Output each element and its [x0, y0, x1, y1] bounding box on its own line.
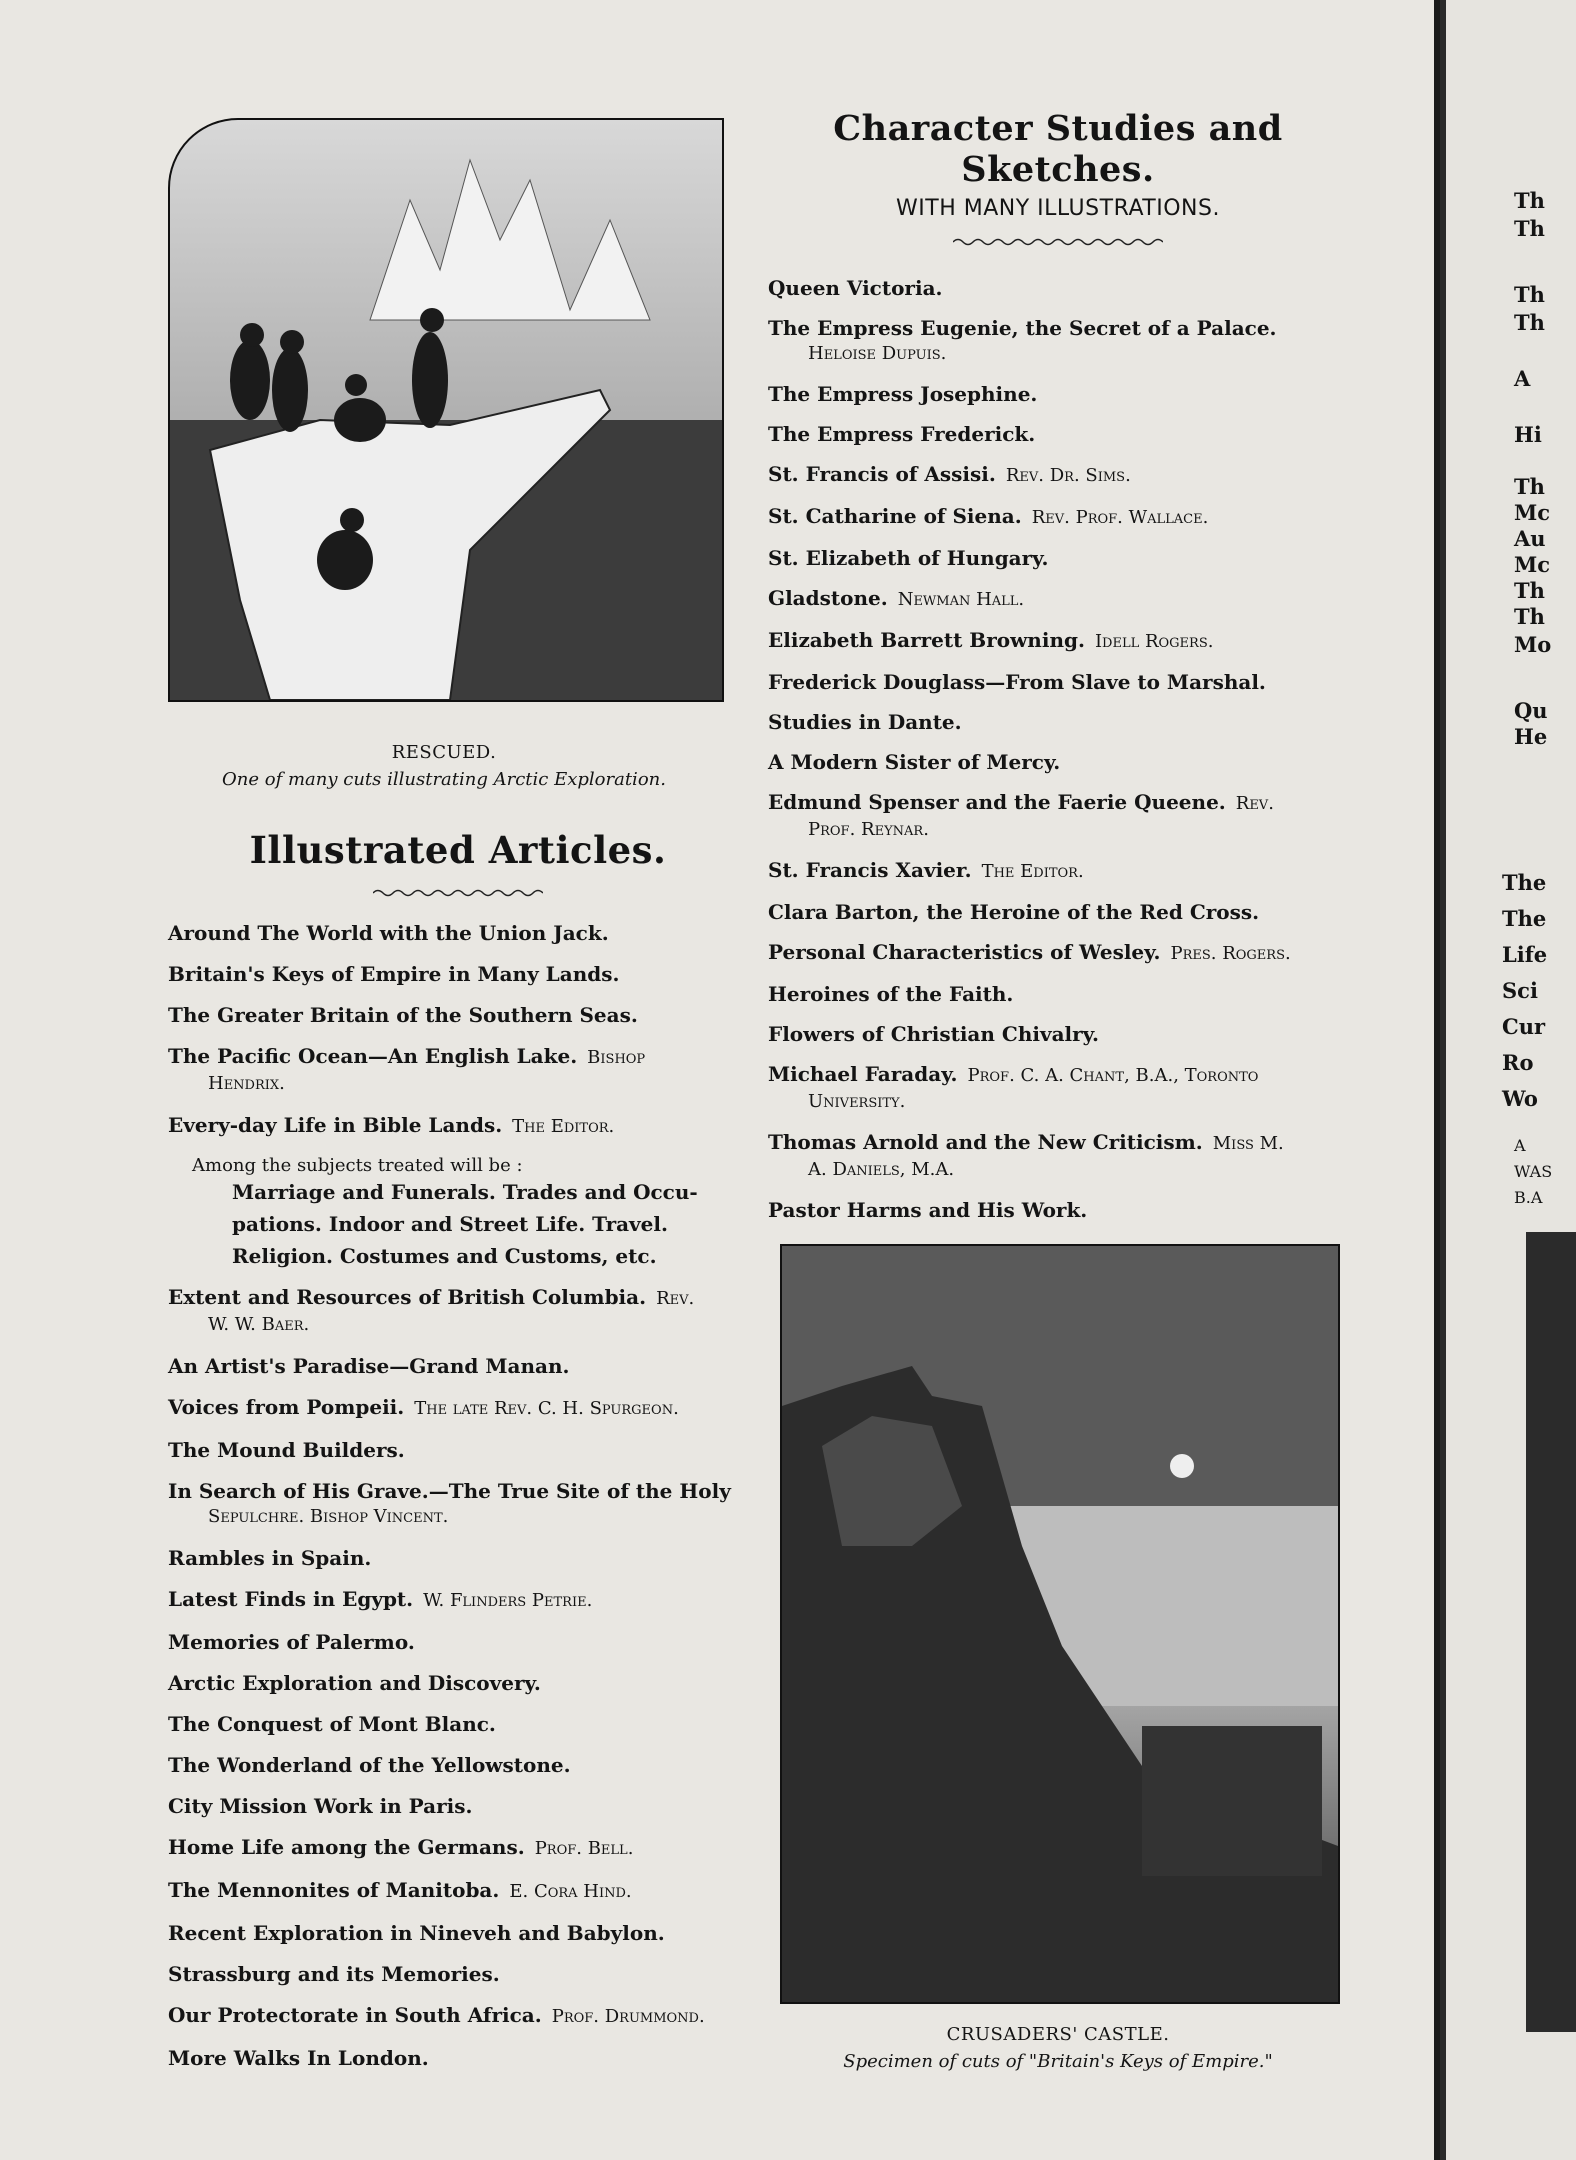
article-title: The Wonderland of the Yellowstone. — [168, 1753, 571, 1777]
article-title: Home Life among the Germans. — [168, 1835, 525, 1859]
adjacent-page-text: The — [1502, 870, 1547, 895]
adjacent-page-text: The — [1502, 906, 1547, 931]
article-title: Clara Barton, the Heroine of the Red Cross. — [768, 900, 1260, 924]
article-title: Extent and Resources of British Columbia. — [168, 1285, 647, 1309]
adjacent-page-text: A — [1514, 1136, 1526, 1155]
list-item — [768, 857, 1348, 885]
subject-line: Marriage and Funerals. Trades and Occu- — [232, 1180, 698, 1204]
article-author: Prof. Bell. — [534, 1838, 634, 1859]
squiggle-divider-right — [953, 237, 1163, 247]
article-title: The Mound Builders. — [168, 1438, 405, 1462]
article-author: Prof. C. A. Chant, B.A., Toronto — [967, 1065, 1259, 1086]
article-title: Gladstone. — [768, 586, 888, 610]
adjacent-page-text: Cur — [1502, 1014, 1546, 1039]
article-title: The Empress Eugenie, the Secret of a Palace. — [768, 316, 1277, 340]
character-studies-list — [768, 275, 1348, 1223]
article-author: Idell Rogers. — [1094, 631, 1214, 652]
list-item — [768, 749, 1348, 775]
list-item — [168, 1629, 748, 1655]
article-title: A Modern Sister of Mercy. — [768, 750, 1061, 774]
subjects-note: Among the subjects treated will be : — [192, 1155, 523, 1176]
article-title: Pastor Harms and His Work. — [768, 1198, 1088, 1222]
list-item — [168, 2002, 748, 2030]
adjacent-page-text: Hi — [1514, 422, 1542, 447]
list-item — [168, 1877, 748, 1905]
article-title: An Artist's Paradise—Grand Manan. — [168, 1354, 570, 1378]
adjacent-page-illustration-edge — [1526, 1232, 1576, 2032]
adjacent-page-text: Qu — [1514, 698, 1548, 723]
adjacent-page-text: Th — [1514, 578, 1545, 603]
adjacent-page-text: Life — [1502, 942, 1548, 967]
list-item — [168, 1478, 748, 1530]
article-title: The Greater Britain of the Southern Seas. — [168, 1003, 638, 1027]
article-author: The late Rev. C. H. Spurgeon. — [414, 1398, 679, 1419]
list-item — [168, 1793, 748, 1819]
article-title: Latest Finds in Egypt. — [168, 1587, 414, 1611]
article-author: Miss M. — [1212, 1133, 1284, 1154]
article-title: Frederick Douglass—From Slave to Marshal. — [768, 670, 1266, 694]
adjacent-page-text: WAS — [1514, 1162, 1553, 1181]
article-author: The Editor. — [981, 861, 1084, 882]
article-title: Heroines of the Faith. — [768, 982, 1014, 1006]
list-item — [768, 709, 1348, 735]
list-item — [168, 1752, 748, 1778]
crusaders-castle-illustration — [780, 1244, 1340, 2004]
list-item — [768, 585, 1348, 613]
list-item — [168, 920, 748, 946]
castle-caption-title: CRUSADERS' CASTLE. — [946, 2024, 1170, 2045]
article-title: The Conquest of Mont Blanc. — [168, 1712, 496, 1736]
list-item — [768, 381, 1348, 407]
castle-scene-image — [782, 1246, 1338, 2002]
adjacent-page-text: Sci — [1502, 978, 1538, 1003]
list-item — [168, 1002, 748, 1028]
list-item — [168, 1112, 748, 1140]
illustrated-articles-heading: Illustrated Articles. — [249, 828, 667, 872]
adjacent-page-text: He — [1514, 724, 1548, 749]
rescued-caption-subtitle: One of many cuts illustrating Arctic Exploration. — [222, 769, 666, 790]
list-item — [168, 1284, 748, 1338]
character-studies-heading: Character Studies and Sketches. — [833, 108, 1283, 190]
article-continuation: Heloise Dupuis. — [808, 343, 947, 364]
adjacent-page-text: Wo — [1502, 1086, 1538, 1111]
article-title: Voices from Pompeii. — [168, 1395, 405, 1419]
list-item — [768, 939, 1348, 967]
castle-caption-subtitle: Specimen of cuts of "Britain's Keys of Empire." — [843, 2051, 1273, 2072]
article-title: Thomas Arnold and the New Criticism. — [768, 1130, 1203, 1154]
adjacent-page-text: Th — [1514, 474, 1545, 499]
article-author: Rev. Dr. Sims. — [1005, 465, 1131, 486]
list-item — [768, 789, 1348, 843]
list-item — [168, 2045, 748, 2071]
list-item — [768, 545, 1348, 571]
article-author: Bishop — [587, 1047, 646, 1068]
article-continuation: A. Daniels, M.A. — [808, 1159, 955, 1180]
list-item — [768, 421, 1348, 447]
illustrated-articles-list — [168, 920, 748, 1140]
article-author: Rev. — [1235, 793, 1274, 814]
article-title: Rambles in Spain. — [168, 1546, 372, 1570]
list-item — [168, 1834, 748, 1862]
article-continuation: Hendrix. — [208, 1073, 285, 1094]
subject-line: Religion. Costumes and Customs, etc. — [232, 1244, 657, 1268]
list-item — [168, 1670, 748, 1696]
adjacent-page-fragment — [1446, 0, 1576, 2160]
list-item — [168, 1043, 748, 1097]
list-item — [768, 1197, 1348, 1223]
list-item — [168, 1711, 748, 1737]
adjacent-page-text: Mc — [1514, 552, 1551, 577]
article-title: Queen Victoria. — [768, 276, 943, 300]
list-item — [168, 961, 748, 987]
list-item — [768, 275, 1348, 301]
article-title: Recent Exploration in Nineveh and Babylon. — [168, 1921, 665, 1945]
article-title: Personal Characteristics of Wesley. — [768, 940, 1161, 964]
article-title: Elizabeth Barrett Browning. — [768, 628, 1085, 652]
article-continuation: Sepulchre. Bishop Vincent. — [208, 1506, 449, 1527]
list-item — [168, 1437, 748, 1463]
article-title: Strassburg and its Memories. — [168, 1962, 500, 1986]
squiggle-divider — [373, 888, 543, 898]
article-author: Prof. Drummond. — [551, 2006, 705, 2027]
article-continuation: W. W. Baer. — [208, 1314, 310, 1335]
list-item — [768, 669, 1348, 695]
list-item — [768, 1061, 1348, 1115]
list-item — [768, 315, 1348, 367]
article-title: The Mennonites of Manitoba. — [168, 1878, 500, 1902]
article-title: St. Elizabeth of Hungary. — [768, 546, 1049, 570]
adjacent-page-text: B.A — [1514, 1188, 1543, 1207]
list-item — [768, 1021, 1348, 1047]
list-item — [168, 1586, 748, 1614]
article-author: Newman Hall. — [897, 589, 1025, 610]
adjacent-page-text: Th — [1514, 188, 1545, 213]
adjacent-page-text: Th — [1514, 282, 1545, 307]
article-author: Rev. Prof. Wallace. — [1031, 507, 1209, 528]
adjacent-page-text: Th — [1514, 310, 1545, 335]
article-title: Britain's Keys of Empire in Many Lands. — [168, 962, 620, 986]
article-author: E. Cora Hind. — [509, 1881, 632, 1902]
article-title: St. Francis Xavier. — [768, 858, 972, 882]
article-title: Our Protectorate in South Africa. — [168, 2003, 542, 2027]
article-author: The Editor. — [512, 1116, 615, 1137]
article-title: More Walks In London. — [168, 2046, 429, 2070]
list-item — [168, 1961, 748, 1987]
article-title: Flowers of Christian Chivalry. — [768, 1022, 1099, 1046]
article-title: Every-day Life in Bible Lands. — [168, 1113, 503, 1137]
adjacent-page-text: Ro — [1502, 1050, 1534, 1075]
article-title: St. Francis of Assisi. — [768, 462, 996, 486]
adjacent-page-text: Au — [1514, 526, 1546, 551]
article-continuation: Prof. Reynar. — [808, 819, 929, 840]
adjacent-page-text: Mo — [1514, 632, 1552, 657]
article-title: Around The World with the Union Jack. — [168, 921, 609, 945]
article-title: The Empress Josephine. — [768, 382, 1038, 406]
article-author: Rev. — [656, 1288, 695, 1309]
list-item — [168, 1353, 748, 1379]
article-continuation: University. — [808, 1091, 906, 1112]
list-item — [168, 1545, 748, 1571]
article-title: Studies in Dante. — [768, 710, 962, 734]
article-title: City Mission Work in Paris. — [168, 1794, 473, 1818]
article-title: The Empress Frederick. — [768, 422, 1036, 446]
adjacent-page-text: A — [1514, 366, 1531, 391]
rescued-illustration — [168, 118, 724, 702]
subject-line: pations. Indoor and Street Life. Travel. — [232, 1212, 668, 1236]
castle-caption — [780, 2024, 1336, 2072]
adjacent-page-text: Th — [1514, 604, 1545, 629]
list-item — [768, 981, 1348, 1007]
list-item — [768, 1129, 1348, 1183]
rescued-caption — [168, 742, 720, 790]
list-item — [768, 503, 1348, 531]
article-title: Michael Faraday. — [768, 1062, 958, 1086]
list-item — [168, 1394, 748, 1422]
character-studies-section — [768, 108, 1348, 1237]
list-item — [768, 627, 1348, 655]
list-item — [768, 899, 1348, 925]
subjects-list — [168, 1176, 748, 1272]
article-title: The Pacific Ocean—An English Lake. — [168, 1044, 578, 1068]
adjacent-page-text: Th — [1514, 216, 1545, 241]
rescued-caption-title: RESCUED. — [391, 742, 497, 763]
adjacent-page-text: Mc — [1514, 500, 1551, 525]
illustrated-articles-list-2 — [168, 1284, 748, 2071]
article-title: Memories of Palermo. — [168, 1630, 415, 1654]
article-author: Pres. Rogers. — [1170, 943, 1291, 964]
list-item — [768, 461, 1348, 489]
character-studies-subheading: WITH MANY ILLUSTRATIONS. — [896, 196, 1220, 221]
list-item — [168, 1920, 748, 1946]
article-title: Edmund Spenser and the Faerie Queene. — [768, 790, 1226, 814]
article-author: W. Flinders Petrie. — [423, 1590, 593, 1611]
article-title: St. Catharine of Siena. — [768, 504, 1022, 528]
article-title: In Search of His Grave.—The True Site of the Holy — [168, 1479, 731, 1503]
arctic-scene-image — [170, 120, 722, 700]
illustrated-articles-section — [168, 828, 748, 2086]
article-title: Arctic Exploration and Discovery. — [168, 1671, 541, 1695]
